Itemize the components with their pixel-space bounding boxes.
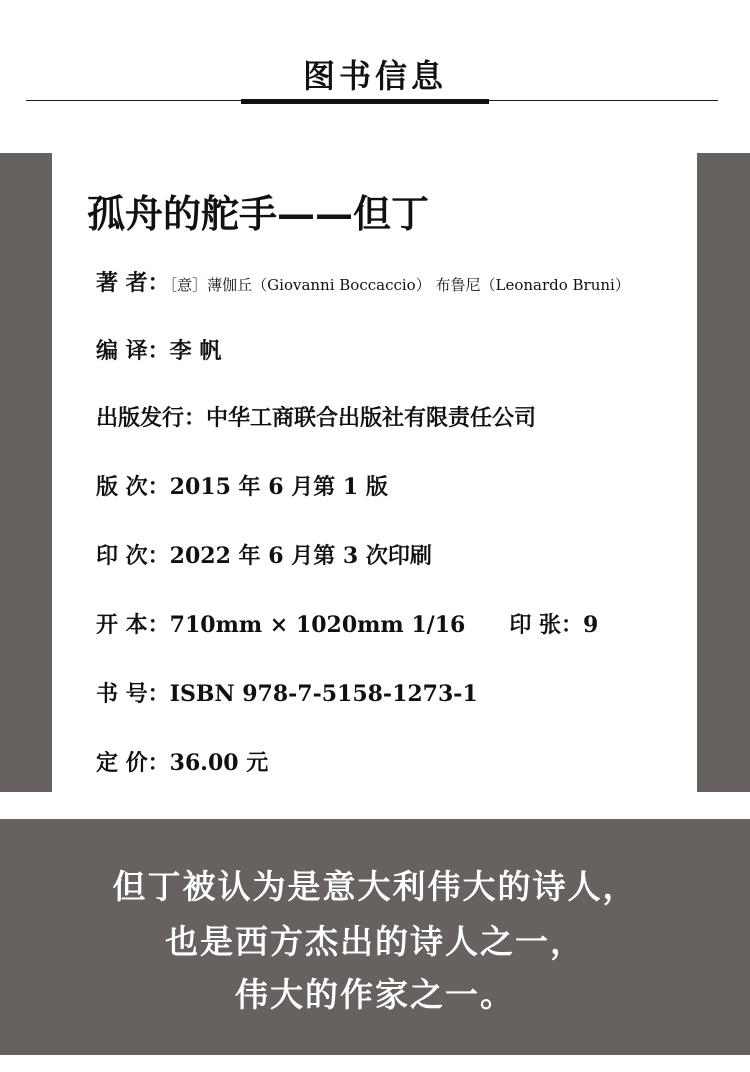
publisher-value: 中华工商联合出版社有限责任公司 [206,405,537,431]
translator-value: 李 帆 [169,338,222,364]
sheets-value: 9 [582,612,599,638]
price-label: 定 价： [96,750,170,776]
publisher-label: 出版发行： [96,405,207,431]
price-row [96,748,268,778]
printing-value: 2022 年 6 月第 3 次印刷 [169,543,432,569]
quote-line-1: 但丁被认为是意大利伟大的诗人， [112,867,638,906]
publisher-row [96,403,536,433]
edition-label: 版 次： [96,474,170,500]
printing-row [96,541,432,571]
header-title: 图书信息 [302,57,447,95]
translator-row [96,336,221,366]
printing-label: 印 次： [96,543,170,569]
format-label: 开 本： [96,612,170,638]
quote-line-3: 伟大的作家之一。 [235,975,515,1014]
header [0,0,750,110]
left-side-band [0,153,52,792]
sheets-label: 印 张： [509,612,583,638]
isbn-row [96,679,478,709]
isbn-label: 书 号： [96,681,170,707]
price-value: 36.00 元 [169,750,269,776]
quote-line-2: 也是西方杰出的诗人之一， [165,922,585,961]
edition-row [96,472,388,502]
translator-label: 编 译： [96,338,170,364]
author-label: 著 者： [96,270,170,296]
isbn-value: ISBN 978-7-5158-1273-1 [169,681,478,707]
header-title-underline [241,99,489,104]
author-value: ［意］薄伽丘（Giovanni Boccaccio） 布鲁尼（Leonardo Bruni） [169,276,630,294]
right-side-band [697,153,750,792]
format-value: 710mm × 1020mm 1/16 [169,612,466,638]
edition-value: 2015 年 6 月第 1 版 [169,474,388,500]
format-row [96,610,598,640]
author-row [96,268,630,300]
book-title: 孤舟的舵手——但丁 [87,191,430,236]
